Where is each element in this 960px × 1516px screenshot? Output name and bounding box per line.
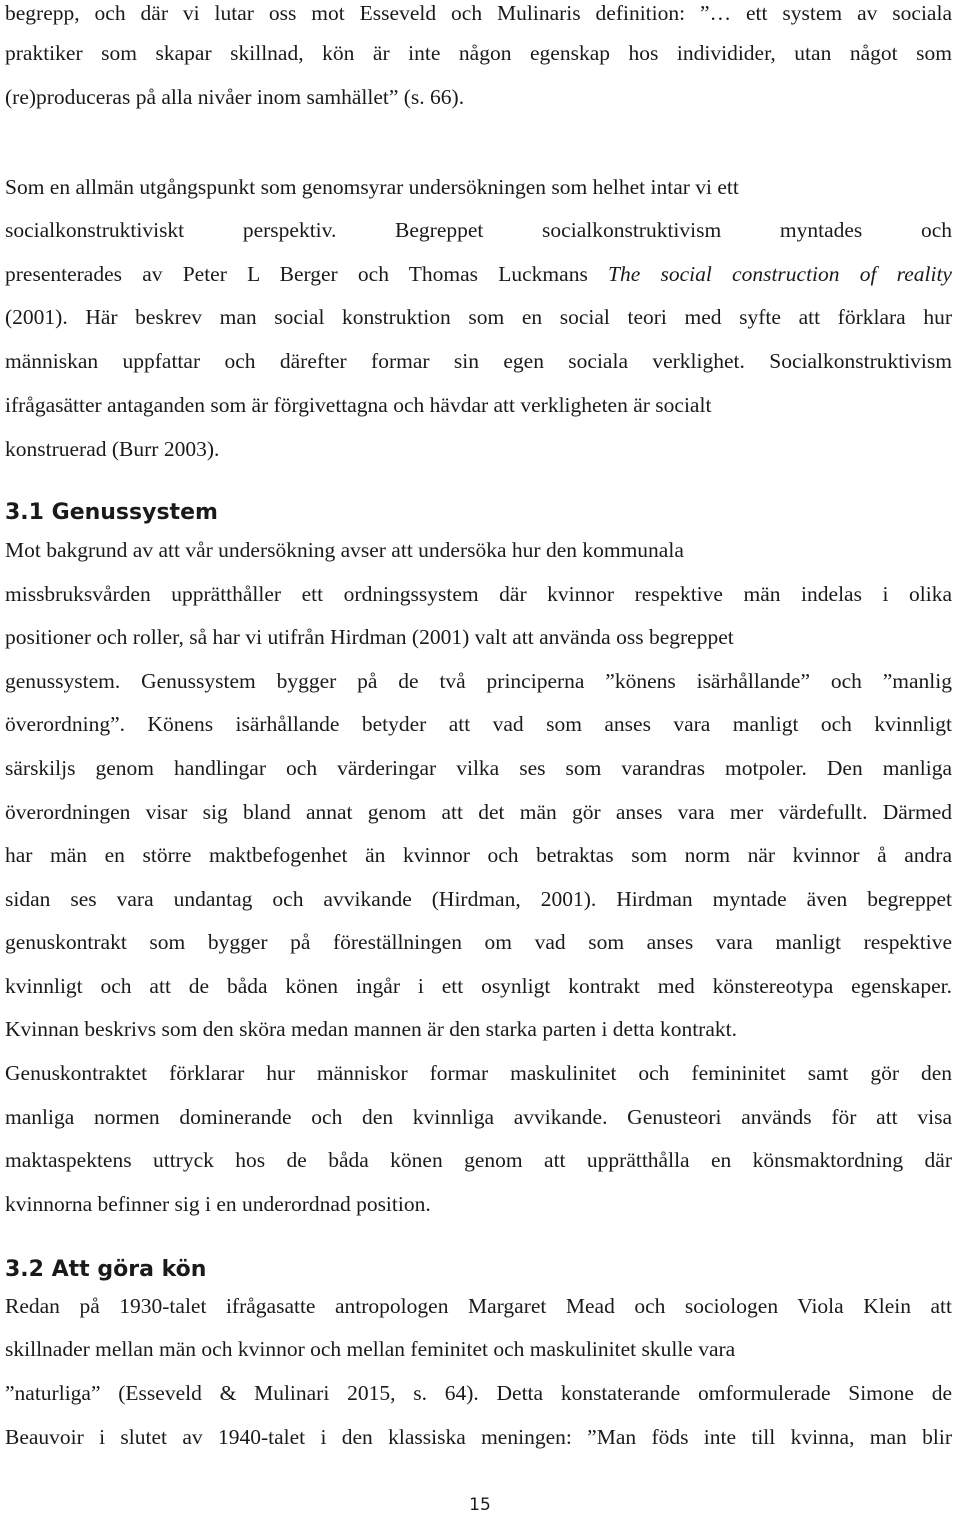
social-line-5: människan uppfattar och därefter formar sin egen sociala verklighet. Socialkonstruktivism (5, 349, 952, 373)
s31-line-6: särskiljs genom handlingar och värderingar vilka ses som varandras motpoler. Den manliga (5, 756, 952, 780)
social-line-6: ifrågasätter antaganden som är förgivettagna och hävdar att verkligheten är socialt (5, 393, 712, 417)
s32-line-1: Redan på 1930-talet ifrågasatte antropologen Margaret Mead och sociologen Viola Klein att (5, 1294, 952, 1318)
s31-line-15: maktaspektens uttryck hos de båda könen genom att upprätthålla en könsmaktordning där (5, 1148, 952, 1172)
s32-line-4: Beauvoir i slutet av 1940-talet i den klassiska meningen: ”Man föds inte till kvinna, man blir (5, 1425, 952, 1449)
s31-line-8: har män en större maktbefogenhet än kvinnor och betraktas som norm när kvinnor å andra (5, 843, 952, 867)
s31-line-10: genuskontrakt som bygger på föreställningen om vad som anses vara manligt respektive (5, 930, 952, 954)
social-line-2: socialkonstruktiviskt perspektiv. Begreppet socialkonstruktivism myntades och (5, 218, 952, 242)
s31-line-5: överordning”. Könens isärhållande betyder att vad som anses vara manligt och kvinnligt (5, 712, 952, 736)
s31-line-13: Genuskontraktet förklarar hur människor formar maskulinitet och femininitet samt gör den (5, 1061, 952, 1085)
s31-line-12: Kvinnan beskrivs som den sköra medan mannen är den starka parten i detta kontrakt. (5, 1017, 737, 1041)
book-title: The social construction of reality (608, 262, 952, 286)
intro-line-2: praktiker som skapar skillnad, kön är inte någon egenskap hos individider, utan något som (5, 41, 952, 65)
s31-line-9: sidan ses vara undantag och avvikande (Hirdman, 2001). Hirdman myntade även begreppet (5, 887, 952, 911)
intro-line-1: begrepp, och där vi lutar oss mot Esseveld och Mulinaris definition: ”… ett system av sociala (5, 1, 952, 25)
s31-line-3: positioner och roller, så har vi utifrån Hirdman (2001) valt att använda oss begreppet (5, 625, 734, 649)
social-line-4: (2001). Här beskrev man social konstruktion som en social teori med syfte att förklara hur (5, 305, 952, 329)
social-line-7: konstruerad (Burr 2003). (5, 437, 220, 461)
s32-line-3: ”naturliga” (Esseveld & Mulinari 2015, s. 64). Detta konstaterande omformulerade Simone de (5, 1381, 952, 1405)
s31-line-1: Mot bakgrund av att vår undersökning avser att undersöka hur den kommunala (5, 538, 684, 562)
s31-line-2: missbruksvården upprätthåller ett ordningssystem där kvinnor respektive män indelas i olika (5, 582, 952, 606)
intro-line-3: (re)produceras på alla nivåer inom samhället” (s. 66). (5, 85, 465, 109)
social-line-1: Som en allmän utgångspunkt som genomsyrar undersökningen som helhet intar vi ett (5, 175, 739, 199)
s31-line-16: kvinnorna befinner sig i en underordnad position. (5, 1192, 431, 1216)
section-3-1-heading: 3.1 Genussystem (5, 500, 218, 525)
social-line-3 (5, 259, 952, 289)
s31-line-4: genussystem. Genussystem bygger på de två principerna ”könens isärhållande” och ”manlig (5, 669, 952, 693)
s31-line-11: kvinnligt och att de båda könen ingår i ett osynligt kontrakt med könstereotypa egenskaper. (5, 974, 952, 998)
s31-line-14: manliga normen dominerande och den kvinnliga avvikande. Genusteori används för att visa (5, 1105, 952, 1129)
page-number: 15 (469, 1495, 491, 1515)
social-line-3-text: presenterades av Peter L Berger och Thomas Luckmans (5, 262, 609, 286)
section-3-2-heading: 3.2 Att göra kön (5, 1257, 207, 1282)
s31-line-7: överordningen visar sig bland annat genom att det män gör anses vara mer värdefullt. Därmed (5, 800, 952, 824)
s32-line-2: skillnader mellan män och kvinnor och mellan feminitet och maskulinitet skulle vara (5, 1337, 736, 1361)
